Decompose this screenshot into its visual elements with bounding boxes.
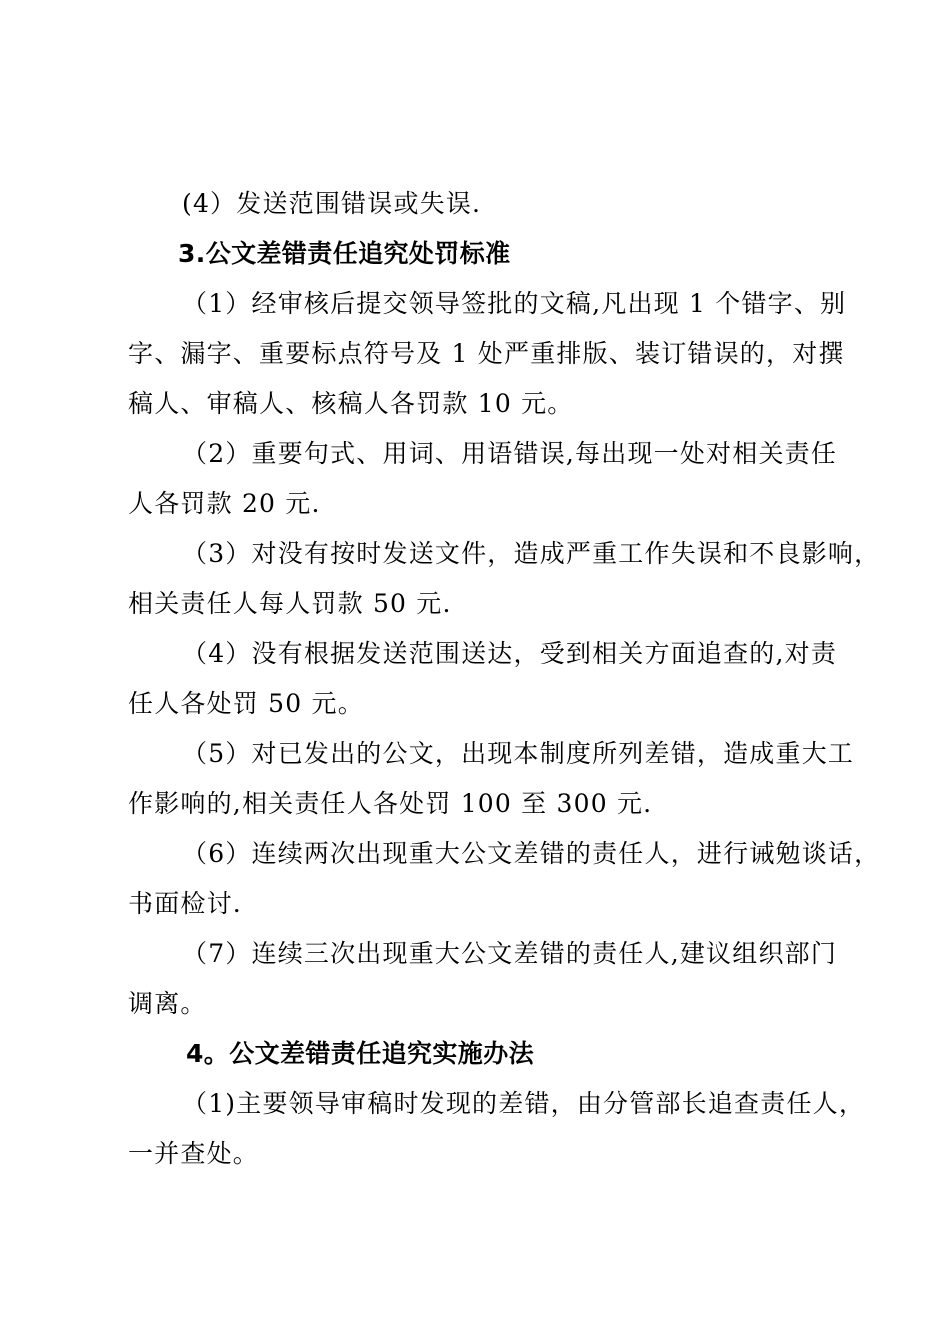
paragraph-line: （5）对已发出的公文，出现本制度所列差错，造成重大工 — [182, 739, 855, 768]
paragraph-line: 一并查处。 — [128, 1139, 260, 1168]
paragraph-line: 任人各处罚 50 元。 — [128, 689, 364, 718]
paragraph-line: 作影响的,相关责任人各处罚 100 至 300 元. — [128, 789, 653, 818]
paragraph-line: 字、漏字、重要标点符号及 1 处严重排版、装订错误的，对撰 — [128, 339, 845, 368]
paragraph-line: 相关责任人每人罚款 50 元. — [128, 589, 452, 618]
paragraph-line: （4）没有根据发送范围送达，受到相关方面追查的,对责 — [182, 639, 838, 668]
paragraph-line: 调离。 — [128, 989, 207, 1018]
paragraph-line: 稿人、审稿人、核稿人各罚款 10 元。 — [128, 389, 574, 418]
section-heading: 4。公文差错责任追究实施办法 — [186, 1039, 534, 1068]
paragraph-line: 人各罚款 20 元. — [128, 489, 321, 518]
paragraph-line: （7）连续三次出现重大公文差错的责任人,建议组织部门 — [182, 939, 838, 968]
paragraph-line: （3）对没有按时发送文件，造成严重工作失误和不良影响， — [182, 539, 881, 568]
paragraph-line: （2）重要句式、用词、用语错误,每出现一处对相关责任 — [182, 439, 838, 468]
section-heading: 3.公文差错责任追究处罚标准 — [178, 239, 511, 268]
paragraph-line: （6）连续两次出现重大公文差错的责任人，进行诫勉谈话， — [182, 839, 881, 868]
paragraph-line: 书面检讨. — [128, 889, 242, 918]
paragraph-line: （1）经审核后提交领导签批的文稿,凡出现 1 个错字、别 — [182, 289, 847, 318]
paragraph-line: （1)主要领导审稿时发现的差错，由分管部长追查责任人， — [182, 1089, 866, 1118]
paragraph-line: (4）发送范围错误或失误. — [182, 189, 482, 218]
